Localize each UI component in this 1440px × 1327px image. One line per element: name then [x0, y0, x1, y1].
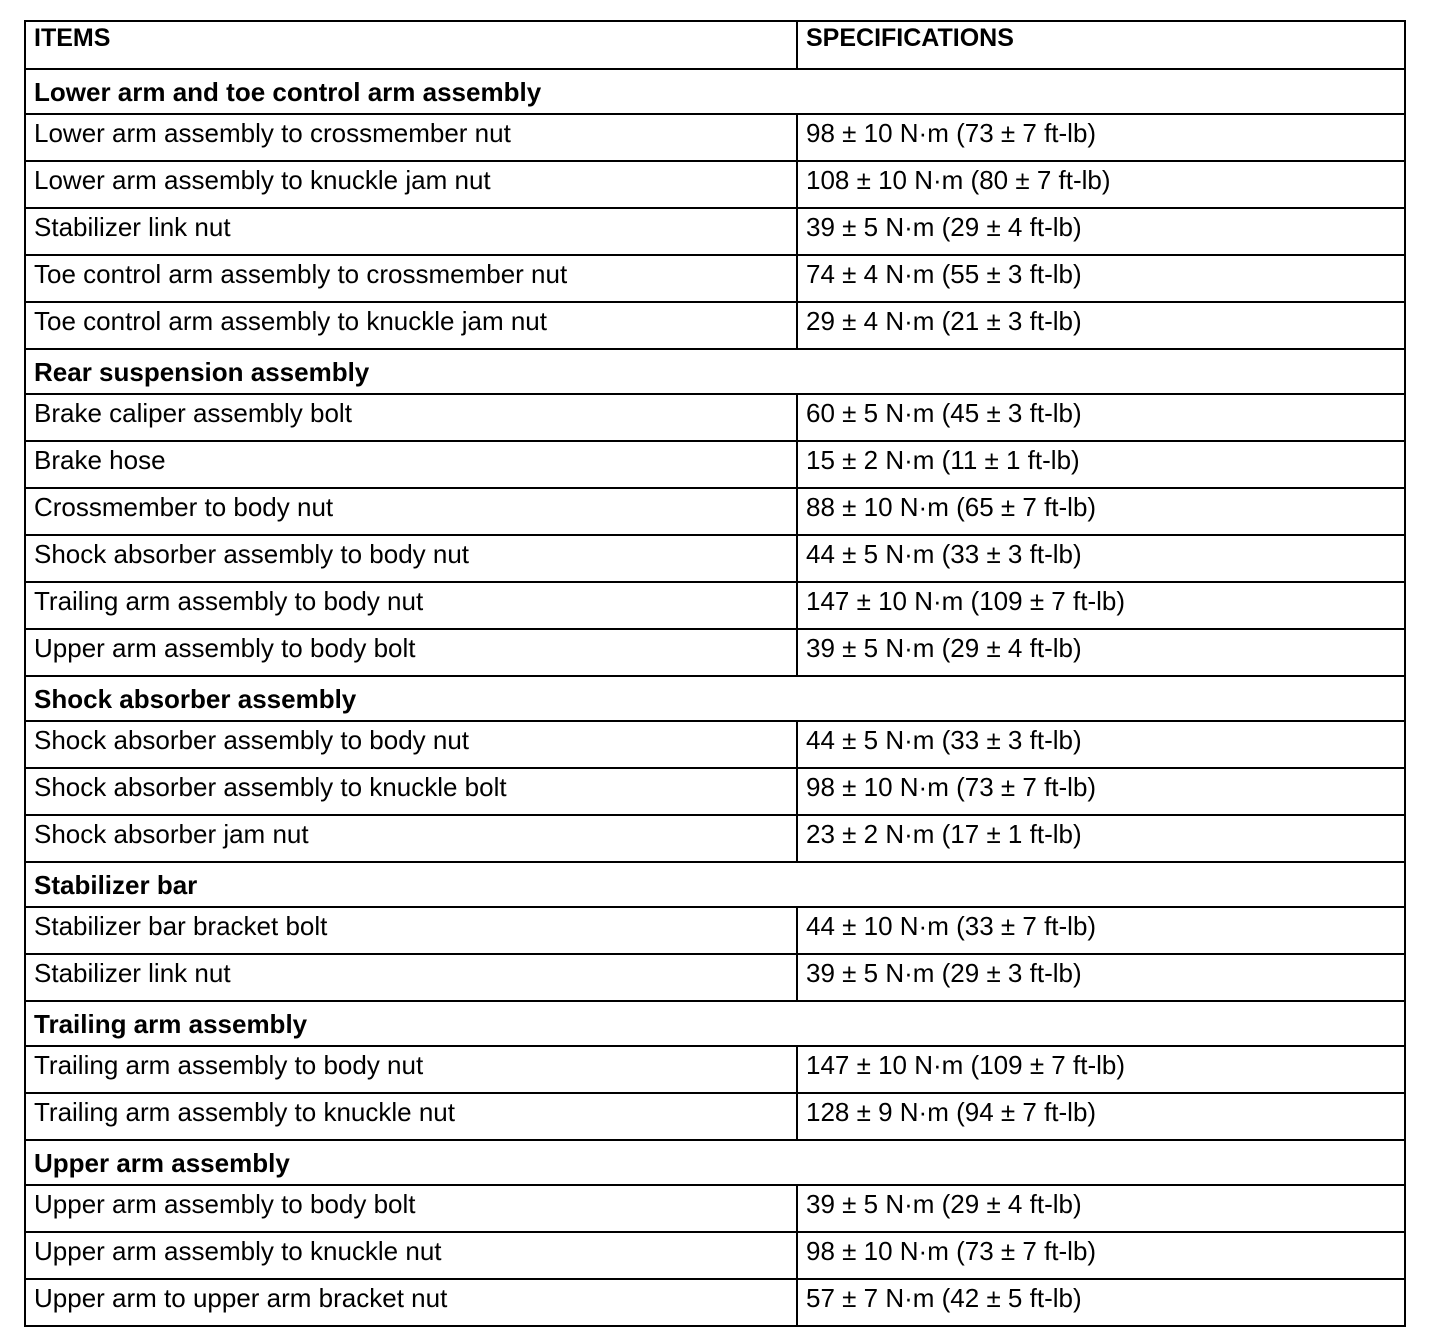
table-row — [25, 1232, 1405, 1279]
item-cell: Stabilizer link nut — [25, 954, 797, 1001]
table-row — [25, 535, 1405, 582]
section-header-row — [25, 349, 1405, 394]
torque-specifications-table — [24, 20, 1406, 1327]
specification-cell: 60 ± 5 N·m (45 ± 3 ft-lb) — [797, 394, 1405, 441]
item-cell: Upper arm assembly to body bolt — [25, 1185, 797, 1232]
item-cell: Upper arm assembly to knuckle nut — [25, 1232, 797, 1279]
specification-cell: 98 ± 10 N·m (73 ± 7 ft-lb) — [797, 1232, 1405, 1279]
item-cell: Upper arm assembly to body bolt — [25, 629, 797, 676]
table-row — [25, 582, 1405, 629]
item-cell: Brake hose — [25, 441, 797, 488]
specification-cell: 98 ± 10 N·m (73 ± 7 ft-lb) — [797, 768, 1405, 815]
table-row — [25, 1185, 1405, 1232]
specification-cell: 44 ± 5 N·m (33 ± 3 ft-lb) — [797, 535, 1405, 582]
specification-cell: 39 ± 5 N·m (29 ± 4 ft-lb) — [797, 1185, 1405, 1232]
item-cell: Brake caliper assembly bolt — [25, 394, 797, 441]
specification-cell: 74 ± 4 N·m (55 ± 3 ft-lb) — [797, 255, 1405, 302]
item-cell: Toe control arm assembly to crossmember nut — [25, 255, 797, 302]
table-row — [25, 629, 1405, 676]
table-row — [25, 208, 1405, 255]
section-header-row — [25, 1001, 1405, 1046]
item-cell: Trailing arm assembly to body nut — [25, 1046, 797, 1093]
section-title: Stabilizer bar — [25, 862, 1405, 907]
specification-cell: 128 ± 9 N·m (94 ± 7 ft-lb) — [797, 1093, 1405, 1140]
table-body — [25, 69, 1405, 1326]
specification-cell: 44 ± 5 N·m (33 ± 3 ft-lb) — [797, 721, 1405, 768]
item-cell: Toe control arm assembly to knuckle jam nut — [25, 302, 797, 349]
item-cell: Crossmember to body nut — [25, 488, 797, 535]
item-cell: Trailing arm assembly to knuckle nut — [25, 1093, 797, 1140]
specification-cell: 88 ± 10 N·m (65 ± 7 ft-lb) — [797, 488, 1405, 535]
table-row — [25, 488, 1405, 535]
table-header-row — [25, 21, 1405, 69]
specifications-column-header: SPECIFICATIONS — [797, 21, 1405, 69]
section-title: Trailing arm assembly — [25, 1001, 1405, 1046]
item-cell: Shock absorber assembly to body nut — [25, 535, 797, 582]
specification-cell: 23 ± 2 N·m (17 ± 1 ft-lb) — [797, 815, 1405, 862]
specification-cell: 147 ± 10 N·m (109 ± 7 ft-lb) — [797, 582, 1405, 629]
specification-cell: 29 ± 4 N·m (21 ± 3 ft-lb) — [797, 302, 1405, 349]
section-header-row — [25, 69, 1405, 114]
item-cell: Stabilizer bar bracket bolt — [25, 907, 797, 954]
item-cell: Lower arm assembly to crossmember nut — [25, 114, 797, 161]
section-title: Shock absorber assembly — [25, 676, 1405, 721]
items-column-header: ITEMS — [25, 21, 797, 69]
table-row — [25, 302, 1405, 349]
item-cell: Shock absorber assembly to body nut — [25, 721, 797, 768]
table-row — [25, 255, 1405, 302]
item-cell: Upper arm to upper arm bracket nut — [25, 1279, 797, 1326]
specification-cell: 15 ± 2 N·m (11 ± 1 ft-lb) — [797, 441, 1405, 488]
table-row — [25, 907, 1405, 954]
item-cell: Lower arm assembly to knuckle jam nut — [25, 161, 797, 208]
table-row — [25, 815, 1405, 862]
table-row — [25, 1279, 1405, 1326]
specification-cell: 39 ± 5 N·m (29 ± 4 ft-lb) — [797, 629, 1405, 676]
section-title: Rear suspension assembly — [25, 349, 1405, 394]
specification-cell: 57 ± 7 N·m (42 ± 5 ft-lb) — [797, 1279, 1405, 1326]
section-title: Upper arm assembly — [25, 1140, 1405, 1185]
section-header-row — [25, 676, 1405, 721]
specification-cell: 44 ± 10 N·m (33 ± 7 ft-lb) — [797, 907, 1405, 954]
section-header-row — [25, 1140, 1405, 1185]
item-cell: Shock absorber jam nut — [25, 815, 797, 862]
specification-cell: 98 ± 10 N·m (73 ± 7 ft-lb) — [797, 114, 1405, 161]
table-row — [25, 768, 1405, 815]
table-row — [25, 114, 1405, 161]
specification-cell: 147 ± 10 N·m (109 ± 7 ft-lb) — [797, 1046, 1405, 1093]
item-cell: Trailing arm assembly to body nut — [25, 582, 797, 629]
specification-cell: 39 ± 5 N·m (29 ± 4 ft-lb) — [797, 208, 1405, 255]
specification-cell: 108 ± 10 N·m (80 ± 7 ft-lb) — [797, 161, 1405, 208]
table-row — [25, 1093, 1405, 1140]
table-row — [25, 954, 1405, 1001]
section-header-row — [25, 862, 1405, 907]
specification-cell: 39 ± 5 N·m (29 ± 3 ft-lb) — [797, 954, 1405, 1001]
table-row — [25, 1046, 1405, 1093]
table-row — [25, 721, 1405, 768]
item-cell: Shock absorber assembly to knuckle bolt — [25, 768, 797, 815]
table-row — [25, 441, 1405, 488]
item-cell: Stabilizer link nut — [25, 208, 797, 255]
table-row — [25, 161, 1405, 208]
section-title: Lower arm and toe control arm assembly — [25, 69, 1405, 114]
table-row — [25, 394, 1405, 441]
